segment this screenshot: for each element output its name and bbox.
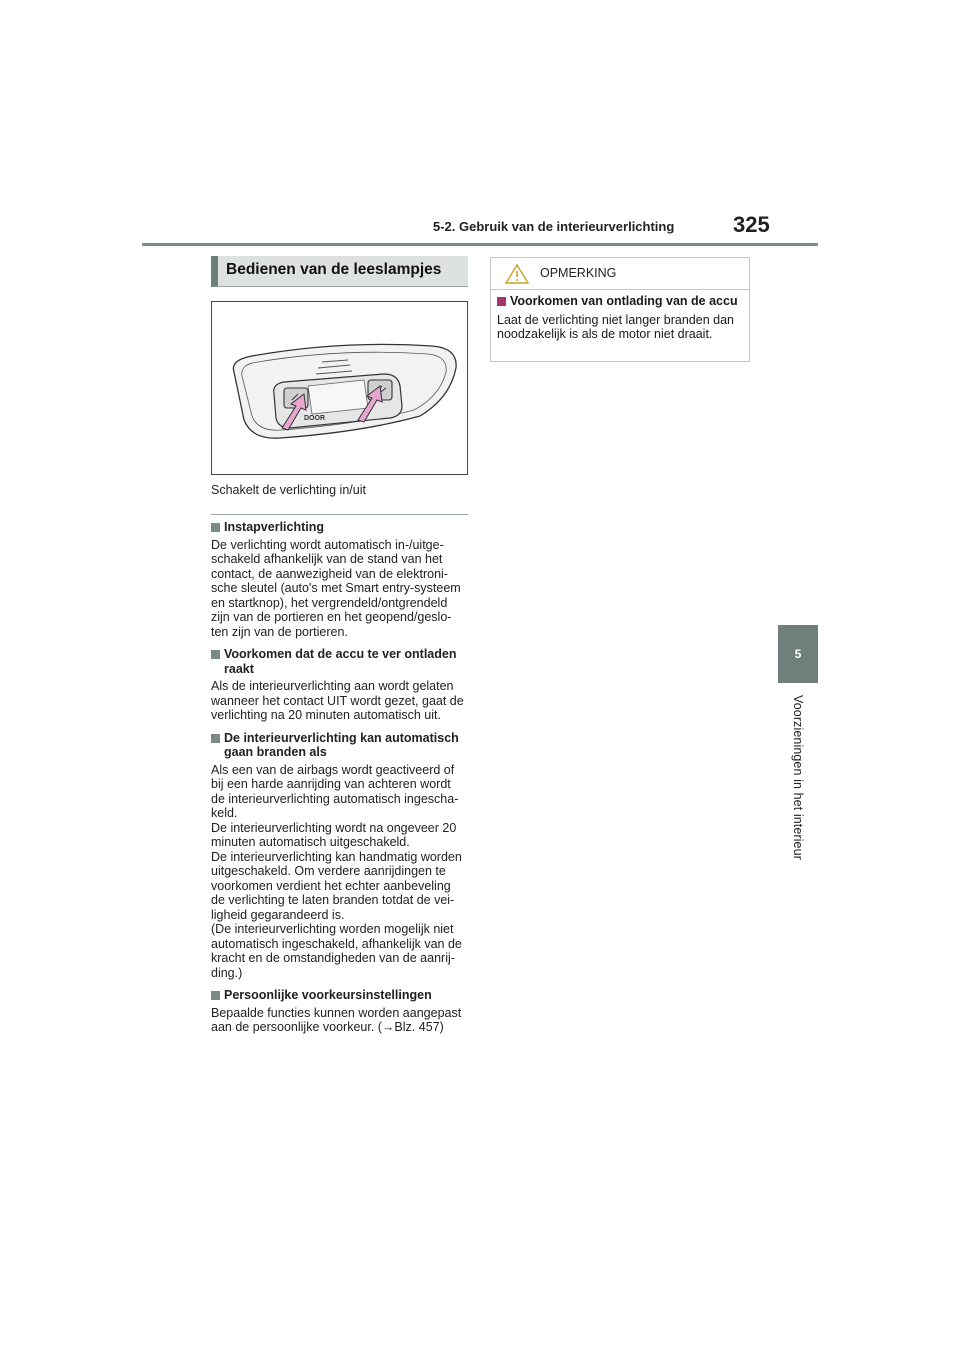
info-item-text: Als een van de airbags wordt geactiveerd of bij een harde aanrijding van achteren wordt de interieurverlichting automatisch ingescha- keld. De interieurverlichting wordt na ongeveer 20 minuten automatisch uitgeschakeld. De interieurverlichting kan handmatig worden uitgeschakeld. Om verdere aanrijdingen te voorkomen verdient het echter aanbeveling de verlichting te laten branden totdat de vei- ligheid gegarandeerd is. (De interieurverlichting worden mogelijk niet automatisch ingeschakeld, afhankelijk van de kracht en de omstandigheden van de aanrij- ding.) bbox=[211, 762, 462, 980]
info-item bbox=[211, 647, 469, 723]
notice-item bbox=[497, 294, 743, 342]
notice-title: OPMERKING bbox=[540, 266, 617, 280]
info-item bbox=[211, 520, 469, 639]
reading-lamp-figure bbox=[211, 301, 468, 475]
warning-triangle-icon bbox=[504, 263, 530, 285]
info-item-title: Instapverlichting bbox=[224, 520, 325, 534]
bullet-square-icon bbox=[211, 734, 220, 743]
chapter-label: Voorzieningen in het interieur bbox=[791, 695, 805, 860]
bullet-square-icon bbox=[497, 297, 506, 306]
chapter-tab[interactable] bbox=[778, 625, 818, 683]
figure-caption: Schakelt de verlichting in/uit bbox=[211, 483, 366, 497]
notice-box bbox=[490, 257, 750, 362]
info-item bbox=[211, 988, 469, 1035]
info-item-title: Persoonlijke voorkeursinstellingen bbox=[224, 988, 432, 1002]
section-divider bbox=[211, 514, 468, 515]
bullet-square-icon bbox=[211, 991, 220, 1000]
info-item-title: De interieurverlichting kan automatisch gaan branden als bbox=[224, 730, 459, 759]
chapter-number: 5 bbox=[794, 647, 802, 661]
info-items bbox=[211, 520, 469, 1043]
notice-item-text: Laat de verlichting niet langer branden dan noodzakelijk is als de motor niet draait. bbox=[497, 312, 734, 341]
info-item bbox=[211, 731, 469, 981]
info-item-text: Als de interieurverlichting aan wordt gelaten wanneer het contact UIT wordt gezet, gaat de verlichting na 20 minuten automatisch uit. bbox=[211, 679, 464, 722]
info-item-text: Bepaalde functies kunnen worden aangepast aan de persoonlijke voorkeur. (→Blz. 457) bbox=[211, 1005, 462, 1034]
header-rule bbox=[142, 243, 818, 246]
info-item-title: Voorkomen dat de accu te ver ontladen raakt bbox=[224, 647, 457, 676]
door-switch-label: DOOR bbox=[304, 415, 325, 422]
info-item-text: De verlichting wordt automatisch in-/uitge- schakeld afhankelijk van de stand van het contact, de aanwezigheid van de elektroni- sche sleutel (auto's met Smart entry-systeem en startknop), het vergrendeld/ontgrendeld zijn van de portieren en het geopend/geslo- ten zijn van de portieren. bbox=[211, 537, 461, 639]
notice-item-title: Voorkomen van ontlading van de accu bbox=[510, 294, 738, 308]
bullet-square-icon bbox=[211, 523, 220, 532]
page-number: 325 bbox=[733, 212, 770, 237]
running-header-title: 5-2. Gebruik van de interieurverlichting bbox=[433, 219, 675, 234]
overhead-console-illustration bbox=[212, 302, 467, 474]
bullet-square-icon bbox=[211, 650, 220, 659]
section-heading: Bedienen van de leeslampjes bbox=[211, 256, 468, 287]
notice-header bbox=[491, 258, 749, 290]
